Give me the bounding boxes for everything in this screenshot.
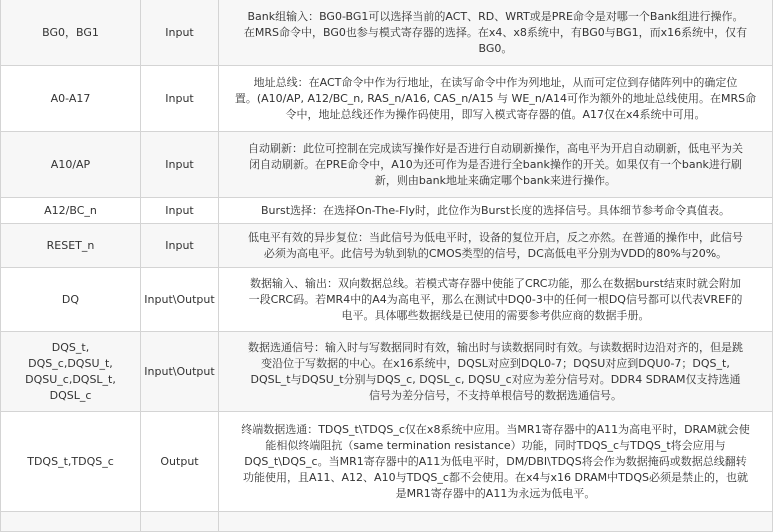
table-row — [1, 268, 773, 332]
description-line: 新，则由bank地址来确定哪个bank来进行操作。 — [374, 173, 617, 187]
signal-type: Input — [141, 0, 219, 66]
signal-name-line: DQSL_c — [49, 388, 92, 402]
signal-description — [219, 132, 773, 198]
description-line: BG0。 — [478, 41, 513, 55]
description-line: 功能使用，且A11、A12、A10与TDQS_c都不会使用。在x4与x16 DRAM中TDQS必须是禁止的，也就 — [243, 470, 748, 484]
description-line: 数据选通信号：输入时与写数据同时有效，输出时与读数据同时有效。与读数据时边沿对齐的，但是跳 — [248, 340, 743, 354]
signal-type: Input\Output — [141, 268, 219, 332]
signal-type: Input\Output — [141, 332, 219, 412]
description-line: 闭自动刷新。在PRE命令中，A10为还可作为是否进行全bank操作的开关。如果仅有一个bank进行刷 — [249, 157, 742, 171]
signal-name: A10/AP — [1, 132, 141, 198]
signal-name: BG0，BG1 — [1, 0, 141, 66]
signal-description — [219, 66, 773, 132]
signal-description — [219, 412, 773, 512]
description-line: 一段CRC码。若MR4中的A4为高电平，那么在测试中DQ0-3中的任何一根DQ信号都可以代表VREF的 — [248, 292, 743, 306]
table-row — [1, 332, 773, 412]
signal-name: DQ — [1, 268, 141, 332]
signal-name: A12/BC_n — [1, 198, 141, 224]
signal-type: Input — [141, 132, 219, 198]
signal-description — [219, 198, 773, 224]
description-line: 低电平有效的异步复位：当此信号为低电平时，设备的复位开启，反之亦然。在普通的操作中，此信号 — [248, 230, 743, 244]
description-line: 变沿位于写数据的中心。在x16系统中，DQSL对应到DQL0-7；DQSU对应到DQU0-7；DQS_t, — [261, 356, 730, 370]
description-line: Burst选择：在选择On-The-Fly时，此位作为Burst长度的选择信号。具体细节参考命令真值表。 — [260, 203, 731, 217]
signal-description — [219, 332, 773, 412]
description-line: 在MRS命令中，BG0也参与模式寄存器的选择。在x4、x8系统中，有BG0与BG1，而x16系统中，仅有 — [243, 25, 748, 39]
description-line: 置。(A10/AP, A12/BC_n, RAS_n/A16, CAS_n/A15 与 WE_n/A14可作为额外的地址总线使用。在MRS命 — [234, 91, 757, 105]
signal-name: TDQS_t,TDQS_c — [1, 412, 141, 512]
signal-name-line: DQS_t, — [51, 340, 90, 354]
signal-name — [1, 512, 141, 532]
signal-name: A0-A17 — [1, 66, 141, 132]
signal-type: Output — [141, 412, 219, 512]
signal-type: Input — [141, 66, 219, 132]
signal-name-line: DQSU_c,DQSL_t, — [25, 372, 116, 386]
signal-name — [1, 332, 141, 412]
description-line: 令中，地址总线还作为操作码使用，即写入模式寄存器的值。A17仅在x4系统中可用。 — [285, 107, 706, 121]
signal-description — [219, 0, 773, 66]
table-row — [1, 198, 773, 224]
signal-type — [141, 512, 219, 532]
description-line: 是MR1寄存器中的A11为永远为低电平。 — [395, 486, 596, 500]
table-row — [1, 224, 773, 268]
description-line: 数据输入、输出：双向数据总线。若模式寄存器中使能了CRC功能，那么在数据burst结束时就会附加 — [250, 276, 741, 290]
table-row — [1, 0, 773, 66]
description-line: DQS_t\DQS_c。当MR1寄存器中的A11为低电平时，DM/DBI\TDQS将会作为数据掩码或数据总线翻转 — [244, 454, 747, 468]
description-line: 自动刷新：此位可控制在完成读写操作好是否进行自动刷新操作，高电平为开启自动刷新，低电平为关 — [248, 141, 743, 155]
table-row — [1, 412, 773, 512]
description-line: 终端数据选通：TDQS_t\TDQS_c仅在x8系统中应用。当MR1寄存器中的A11为高电平时，DRAM就会使 — [241, 422, 750, 436]
table-row — [1, 512, 773, 532]
signal-description — [219, 268, 773, 332]
signal-description — [219, 224, 773, 268]
description-line: 必须为高电平。此信号为轨到轨的CMOS类型的信号，DC高低电平分别为VDD的80%与20%。 — [263, 246, 728, 260]
description-line: DQSL_t与DQSU_t分别与DQS_c, DQSL_c, DQSU_c对应为差分信号对。DDR4 SDRAM仅支持选通 — [250, 372, 741, 386]
signal-name-line: DQS_c,DQSU_t, — [28, 356, 113, 370]
description-line: 电平。具体哪些数据线是已使用的需要参考供应商的数据手册。 — [341, 308, 650, 322]
signal-name: RESET_n — [1, 224, 141, 268]
signal-type: Input — [141, 198, 219, 224]
table-row — [1, 132, 773, 198]
description-line: 地址总线：在ACT命令中作为行地址，在读写命令中作为列地址，从而可定位到存储阵列中的确定位 — [253, 75, 738, 89]
description-line: Bank组输入：BG0-BG1可以选择当前的ACT、RD、WRT或是PRE命令是对哪一个Bank组进行操作。 — [247, 9, 744, 23]
signal-description — [219, 512, 773, 532]
table-row — [1, 66, 773, 132]
description-line: 能相似终端阻抗（same termination resistance）功能，同时TDQS_c与TDQS_t将会应用与 — [265, 438, 726, 452]
signal-type: Input — [141, 224, 219, 268]
description-line: 信号为差分信号，不支持单根信号的数据选通信号。 — [369, 388, 622, 402]
